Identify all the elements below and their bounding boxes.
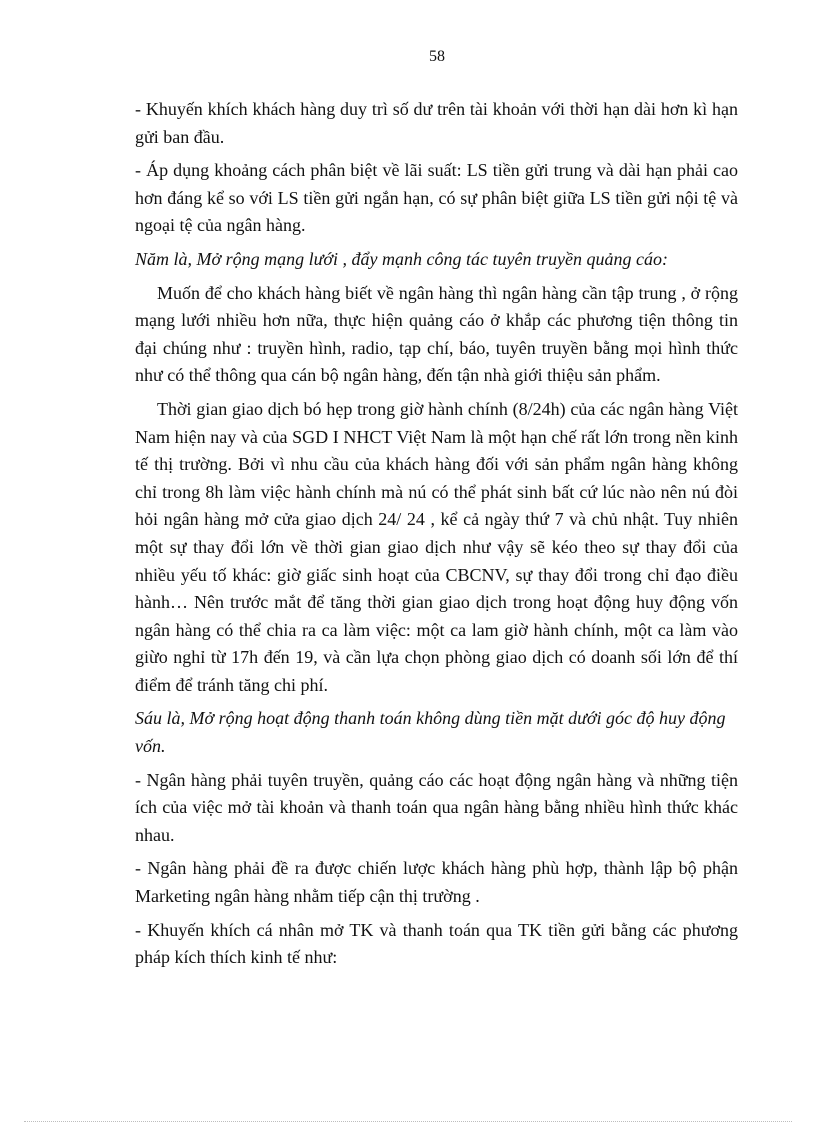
bullet-item: - Ngân hàng phải đề ra được chiến lược khách hàng phù hợp, thành lập bộ phận Marketing ngân hàng nhằm tiếp cận thị trường .: [135, 858, 738, 907]
section-heading: Sáu là, Mở rộng hoạt động thanh toán không dùng tiền mặt dưới góc độ huy động vốn.: [135, 708, 726, 757]
document-body: [135, 96, 738, 978]
page-bottom-border: [24, 1121, 792, 1122]
bullet-item: - Khuyến khích khách hàng duy trì số dư trên tài khoản với thời hạn dài hơn kì hạn gửi ban đầu.: [135, 99, 738, 147]
paragraph: Thời gian giao dịch bó hẹp trong giờ hành chính (8/24h) của các ngân hàng Việt Nam hiện nay và của SGD I NHCT Việt Nam là một hạn chế rất lớn trong nền kinh tế thị trường. Bởi vì nhu cầu của khách hàng đối với sản phẩm ngân hàng không chỉ trong 8h làm việc hành chính mà nú có thể phát sinh bất cứ lúc nào nên nú đòi hỏi ngân hàng mở cửa giao dịch 24/ 24 , kể cả ngày thứ 7 và chủ nhật. Tuy nhiên một sự thay đổi lớn về thời gian giao dịch như vậy sẽ kéo theo sự thay đổi của nhiều yếu tố khác: giờ giấc sinh hoạt của CBCNV, sự thay đổi trong chỉ đạo điều hành… Nên trước mắt để tăng thời gian giao dịch trong hoạt động huy động vốn ngân hàng có thể chia ra ca làm việc: một ca lam giờ hành chính, một ca làm vào giừo nghỉ từ 17h đến 19, và cần lựa chọn phòng giao dịch có doanh sối lớn để thí điểm để tránh tăng chi phí.: [135, 398, 738, 695]
bullet-item: - Áp dụng khoảng cách phân biệt về lãi suất: LS tiền gửi trung và dài hạn phải cao hơn đáng kể so với LS tiền gửi ngắn hạn, có sự phân biệt giữa LS tiền gửi nội tệ và ngoại tệ của ngân hàng.: [135, 160, 738, 236]
bullet-item: - Khuyến khích cá nhân mở TK và thanh toán qua TK tiền gửi bằng các phương pháp kích thích kinh tế như:: [135, 919, 738, 968]
section-heading: Năm là, Mở rộng mạng lưới , đẩy mạnh công tác tuyên truyền quảng cáo:: [135, 248, 668, 269]
bullet-item: - Ngân hàng phải tuyên truyền, quảng cáo các hoạt động ngân hàng và những tiện ích của việc mở tài khoản và thanh toán qua ngân hàng bằng nhiều hình thức khác nhau.: [135, 769, 738, 845]
page-number: 58: [429, 48, 445, 65]
paragraph: Muốn để cho khách hàng biết về ngân hàng thì ngân hàng cần tập trung , ở rộng mạng lưới nhiều hơn nữa, thực hiện quảng cáo ở khắp các phương tiện thông tin đại chúng như : truyền hình, radio, tạp chí, báo, tuyên truyền bằng mọi hình thức như có thể thông qua cán bộ ngân hàng, đến tận nhà giới thiệu sản phẩm.: [135, 282, 738, 386]
